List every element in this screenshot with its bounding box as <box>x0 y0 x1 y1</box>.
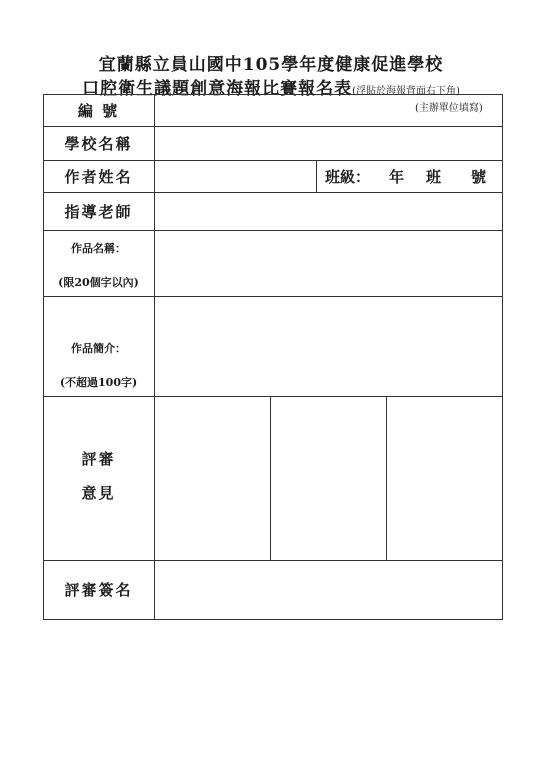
form-title-line1: 宜蘭縣立員山國中105學年度健康促進學校 <box>98 55 444 75</box>
review-comment-field-2[interactable] <box>272 398 385 559</box>
form-title-note: (浮貼於海報背面右下角) <box>352 86 460 97</box>
registration-form-table <box>43 94 503 620</box>
teacher-label: 指導老師 <box>64 202 133 221</box>
work-intro-label: 作品簡介： <box>71 342 126 355</box>
class-label: 班級： <box>325 168 371 186</box>
work-intro-field[interactable] <box>156 298 501 395</box>
work-name-limit: (限20個字以內) <box>58 276 139 289</box>
review-label-line1: 評審 <box>81 449 116 468</box>
class-year-label: 年 <box>389 168 405 186</box>
row-divider <box>43 396 503 397</box>
review-column-divider <box>386 396 387 560</box>
review-label-line2: 意見 <box>81 483 116 502</box>
school-field[interactable] <box>156 128 501 159</box>
work-name-field[interactable] <box>156 232 501 295</box>
table-border-right <box>502 94 503 620</box>
author-field[interactable] <box>156 162 314 191</box>
signature-label: 評審簽名 <box>64 581 133 599</box>
review-comment-field-3[interactable] <box>388 398 501 559</box>
work-intro-limit: (不超過100字) <box>59 376 138 389</box>
serial-label: 編 號 <box>77 101 120 120</box>
class-number-label: 號 <box>471 168 487 186</box>
review-column-divider <box>270 396 271 560</box>
serial-field[interactable] <box>156 96 501 125</box>
row-divider <box>43 296 503 297</box>
row-divider <box>43 230 503 231</box>
author-label: 作者姓名 <box>64 167 133 186</box>
signature-field[interactable] <box>156 562 501 618</box>
review-comment-field-1[interactable] <box>156 398 269 559</box>
work-name-label: 作品名稱： <box>71 242 126 255</box>
class-cell-divider <box>316 160 317 192</box>
label-column-divider <box>154 94 155 620</box>
form-title-main: 口腔衛生議題創意海報比賽報名表 <box>82 79 353 99</box>
class-class-label: 班 <box>426 168 442 186</box>
school-label: 學校名稱 <box>64 134 133 153</box>
table-border-bottom <box>43 619 503 620</box>
teacher-field[interactable] <box>156 194 501 229</box>
serial-organizer-note: (主辦單位填寫) <box>415 103 483 114</box>
